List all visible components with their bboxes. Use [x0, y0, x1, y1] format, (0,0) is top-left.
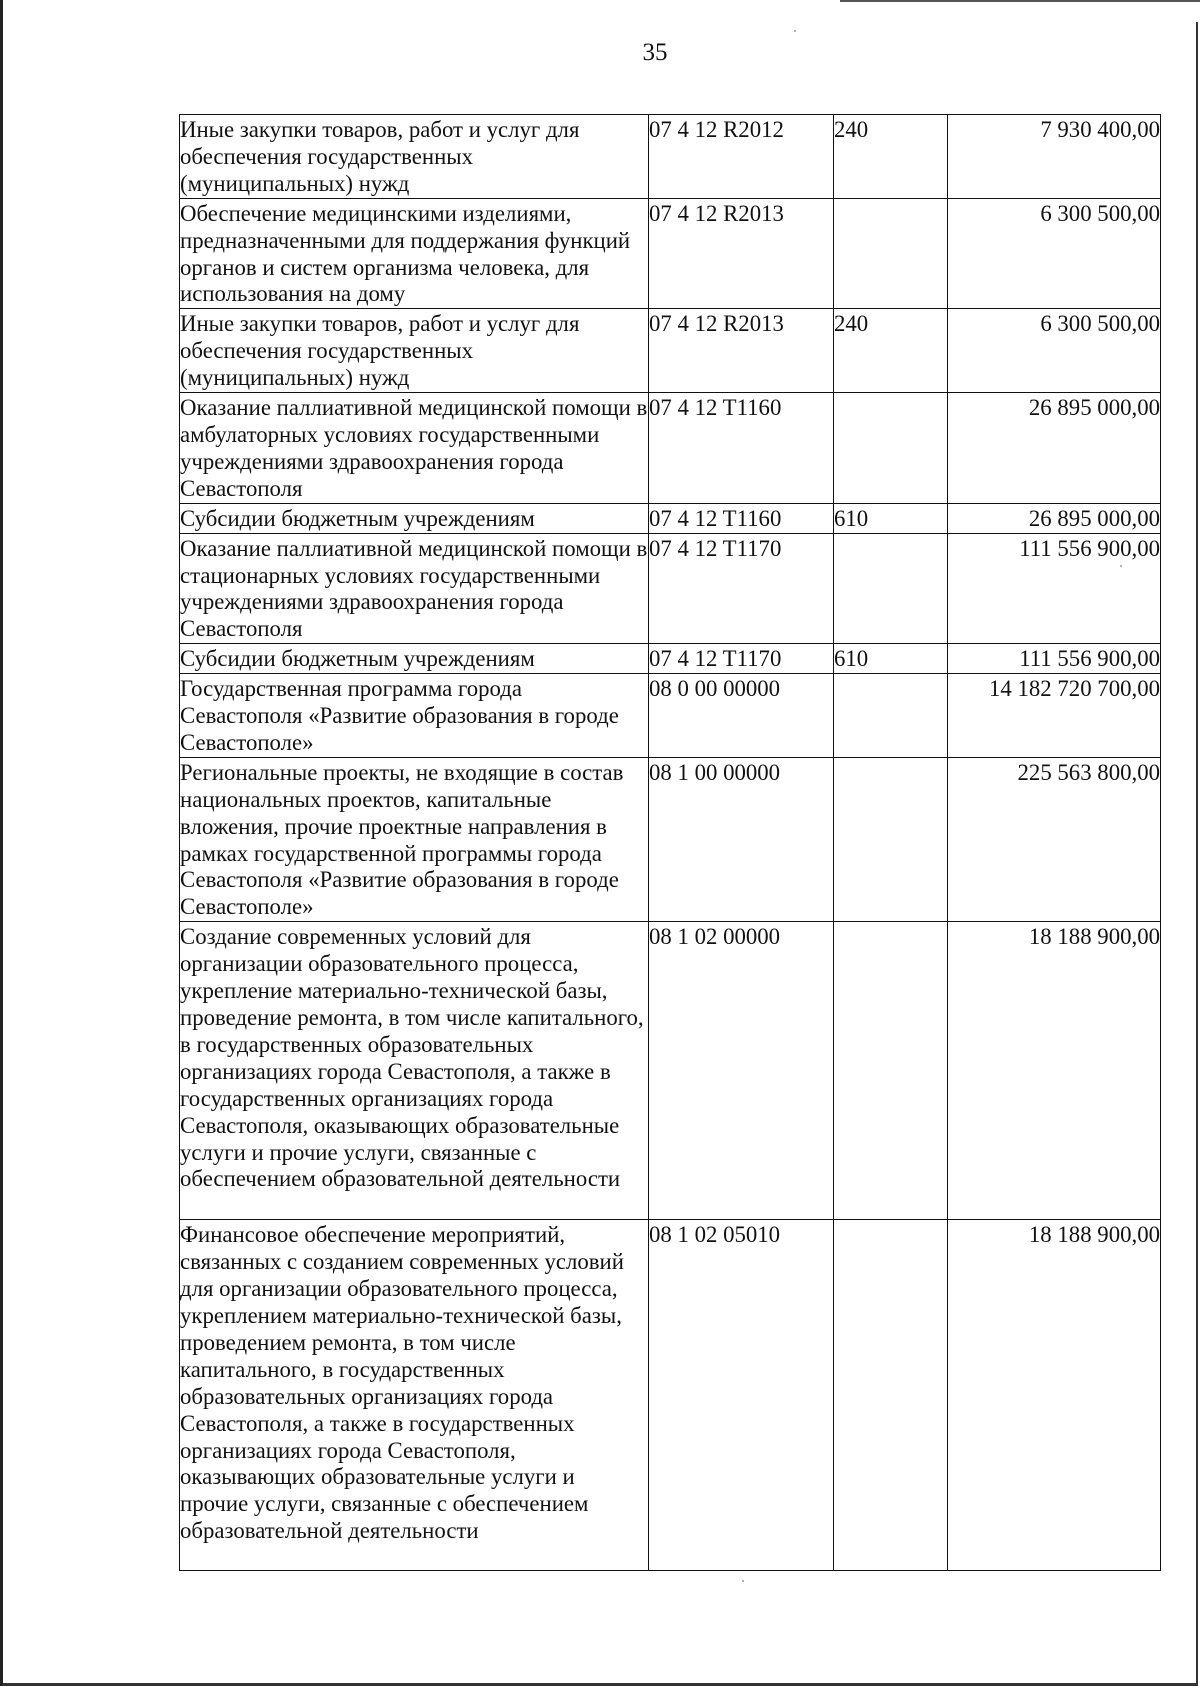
scan-speck [794, 30, 796, 32]
budget-table [179, 114, 1161, 1571]
row-code: 07 4 12 T1170 [649, 644, 834, 674]
row-expense-type: 240 [834, 115, 948, 199]
row-sum: 26 895 000,00 [948, 393, 1161, 504]
row-expense-type [834, 674, 948, 758]
table-row [180, 503, 1161, 533]
row-expense-type [834, 1220, 948, 1571]
row-code: 08 1 02 05010 [649, 1220, 834, 1571]
row-expense-type [834, 757, 948, 921]
table-row [180, 115, 1161, 199]
row-name: Государственная программа города Севастополя «Развитие образования в городе Севастополе» [180, 674, 649, 758]
scan-left-edge [0, 0, 3, 1686]
row-sum: 18 188 900,00 [948, 1220, 1161, 1571]
row-name: Обеспечение медицинскими изделиями, предназначенными для поддержания функций органов и систем организма человека, для использования на дому [180, 198, 649, 309]
table-row [180, 674, 1161, 758]
scan-right-edge [1196, 22, 1198, 1686]
row-sum: 18 188 900,00 [948, 922, 1161, 1220]
row-sum: 111 556 900,00 [948, 644, 1161, 674]
row-expense-type [834, 922, 948, 1220]
row-name: Субсидии бюджетным учреждениям [180, 503, 649, 533]
table-row [180, 757, 1161, 921]
row-sum: 6 300 500,00 [948, 198, 1161, 309]
row-name: Создание современных условий для организации образовательного процесса, укрепление материально-технической базы, проведение ремонта, в том числе капитального, в государственных образовательных организациях города Севастополя, а также в государственных организациях города Севастополя, оказывающих образовательные услуги и прочие услуги, связанные с обеспечением образовательной деятельности [180, 922, 649, 1220]
row-code: 08 0 00 00000 [649, 674, 834, 758]
row-sum: 7 930 400,00 [948, 115, 1161, 199]
row-name: Региональные проекты, не входящие в состав национальных проектов, капитальные вложения, прочие проектные направления в рамках государственной программы города Севастополя «Развитие образования в городе Севастополе» [180, 757, 649, 921]
scan-top-edge [840, 0, 1200, 2]
row-expense-type: 610 [834, 644, 948, 674]
row-name: Иные закупки товаров, работ и услуг для обеспечения государственных (муниципальных) нужд [180, 115, 649, 199]
row-code: 08 1 00 00000 [649, 757, 834, 921]
row-sum: 14 182 720 700,00 [948, 674, 1161, 758]
row-code: 07 4 12 T1160 [649, 393, 834, 504]
row-code: 08 1 02 00000 [649, 922, 834, 1220]
page-number: 35 [642, 39, 668, 66]
row-code: 07 4 12 R2013 [649, 309, 834, 393]
row-expense-type [834, 393, 948, 504]
row-expense-type [834, 198, 948, 309]
table-row [180, 1220, 1161, 1571]
row-code: 07 4 12 T1170 [649, 533, 834, 644]
row-code: 07 4 12 R2012 [649, 115, 834, 199]
table-row [180, 644, 1161, 674]
row-name: Иные закупки товаров, работ и услуг для обеспечения государственных (муниципальных) нужд [180, 309, 649, 393]
row-sum: 225 563 800,00 [948, 757, 1161, 921]
row-sum: 111 556 900,00 [948, 533, 1161, 644]
table-row [180, 922, 1161, 1220]
row-sum: 26 895 000,00 [948, 503, 1161, 533]
row-expense-type [834, 533, 948, 644]
table-row [180, 533, 1161, 644]
scan-speck [742, 1580, 744, 1582]
scan-speck [1120, 565, 1122, 567]
row-sum: 6 300 500,00 [948, 309, 1161, 393]
row-name: Финансовое обеспечение мероприятий, связанных с созданием современных условий для организации образовательного процесса, укреплением материально-технической базы, проведением ремонта, в том числе капитального, в государственных образовательных организациях города Севастополя, а также в государственных организациях города Севастополя, оказывающих образовательные услуги и прочие услуги, связанные с обеспечением образовательной деятельности [180, 1220, 649, 1571]
table-row [180, 309, 1161, 393]
row-code: 07 4 12 T1160 [649, 503, 834, 533]
row-name: Субсидии бюджетным учреждениям [180, 644, 649, 674]
table-row [180, 393, 1161, 504]
row-expense-type: 240 [834, 309, 948, 393]
row-name: Оказание паллиативной медицинской помощи в стационарных условиях государственными учреждениями здравоохранения города Севастополя [180, 533, 649, 644]
table-row [180, 198, 1161, 309]
row-code: 07 4 12 R2013 [649, 198, 834, 309]
row-name: Оказание паллиативной медицинской помощи в амбулаторных условиях государственными учреждениями здравоохранения города Севастополя [180, 393, 649, 504]
row-expense-type: 610 [834, 503, 948, 533]
